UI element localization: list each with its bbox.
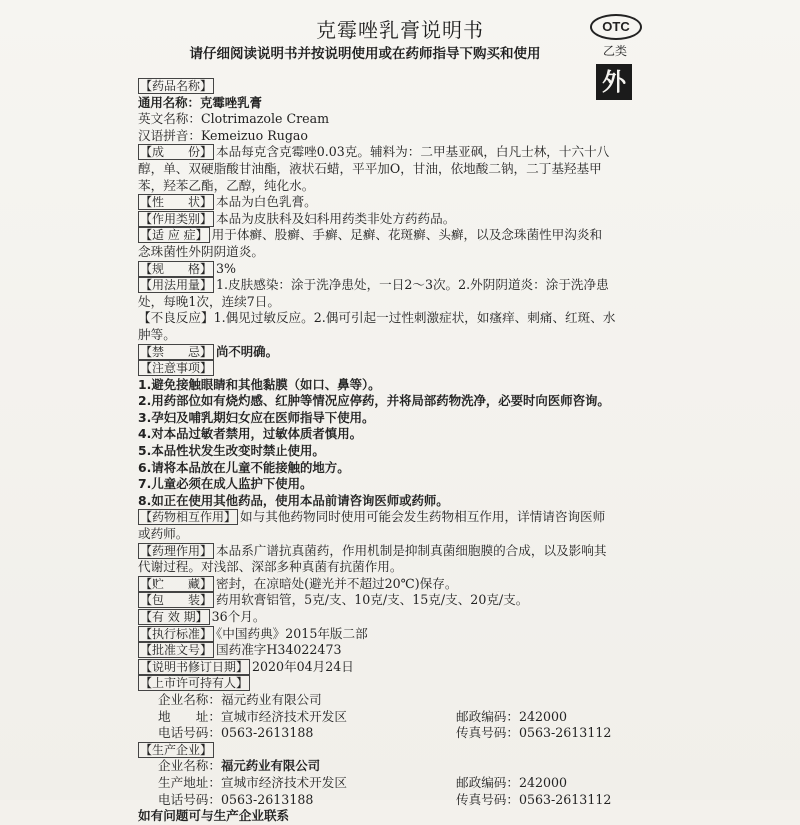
approval-label: 【批准文号】 — [140, 643, 213, 658]
precaution-item: 3.孕妇及哺乳期妇女应在医师指导下使用。 — [138, 409, 375, 425]
pinyin-name: 汉语拼音：Kemeizuo Rugao — [138, 127, 308, 143]
indication-line-1: 【适 应 症】 用于体癣、股癣、手癣、足癣、花斑癣、头癣，以及念珠菌性甲沟炎和 — [140, 227, 603, 243]
holder-postcode: 邮政编码：242000 — [456, 708, 568, 724]
composition-line-1: 【成 份】 本品每克含克霉唑0.03克。辅料为：二甲基亚砜，白凡士林，十六十八 — [140, 144, 610, 160]
leaflet-body — [138, 78, 660, 825]
manufacturer-postcode: 邮政编码：242000 — [456, 774, 568, 790]
drug-name-section — [138, 78, 660, 95]
drug-name-label: 【药品名称】 — [140, 79, 213, 93]
precaution-item: 7.儿童必须在成人监护下使用。 — [138, 476, 313, 492]
adverse-line-2: 肿等。 — [138, 326, 176, 342]
holder-fax: 传真号码：0563-2613112 — [456, 725, 612, 741]
pharmacology-line-1: 【药理作用】 本品系广谱抗真菌药，作用机制是抑制真菌细胞膜的合成，以及影响其 — [140, 542, 607, 558]
precaution-item: 4.对本品过敏者禁用，过敏体质者慎用。 — [138, 426, 362, 442]
interaction-line-2: 或药师。 — [138, 526, 189, 542]
holder-row-1 — [138, 692, 660, 709]
holder-label: 【上市许可持有人】 — [140, 676, 249, 691]
usage-line-2: 处，每晚1次，连续7日。 — [138, 293, 280, 309]
manufacturer-row-1 — [138, 758, 660, 775]
spec-label: 【规 格】 — [140, 261, 213, 276]
page-title: 克霉唑乳膏说明书 — [316, 18, 484, 42]
interaction-line-1: 【药物相互作用】 如与其他药物同时使用可能会发生药物相互作用，详情请咨询医师 — [140, 509, 606, 525]
holder-phone: 电话号码：0563-2613188 — [158, 725, 314, 741]
manufacturer-row-2 — [138, 775, 660, 792]
composition-label: 【成 份】 — [140, 145, 213, 160]
external-use-mark: 外 — [596, 64, 632, 100]
holder-row-3 — [138, 725, 660, 742]
contra-label: 【禁 忌】 — [140, 344, 213, 359]
category-label: 【作用类别】 — [140, 211, 213, 226]
generic-name: 通用名称：克霉唑乳膏 — [138, 94, 262, 110]
appearance-label: 【性 状】 — [140, 195, 213, 210]
revision-label: 【说明书修订日期】 — [140, 659, 249, 674]
indication-label: 【适 应 症】 — [140, 228, 208, 243]
composition-line-3: 苯，羟苯乙酯，乙醇，纯化水。 — [138, 177, 315, 193]
holder-address: 地 址：宣城市经济技术开发区 — [158, 708, 347, 724]
english-name: 英文名称：Clotrimazole Cream — [138, 111, 330, 127]
usage-line-1: 【用法用量】 1.皮肤感染：涂于洗净患处，一日2～3次。2.外阴阴道炎：涂于洗净患 — [140, 277, 609, 293]
precaution-item: 8.如正在使用其他药品，使用本品前请咨询医师或药师。 — [138, 492, 449, 508]
standard: 【执行标准】 《中国药典》2015年版二部 — [140, 625, 368, 641]
validity: 【有 效 期】 36个月。 — [140, 609, 266, 624]
footer-note: 如有问题可与生产企业联系 — [138, 808, 290, 824]
pharmacology-label: 【药理作用】 — [140, 543, 213, 558]
adverse-label: 【不良反应】 — [138, 310, 214, 326]
revision-date: 【说明书修订日期】 2020年04月24日 — [140, 658, 354, 674]
otc-class: 乙类 — [602, 44, 627, 58]
storage-label: 【贮 藏】 — [140, 576, 213, 591]
precaution-item: 6.请将本品放在儿童不能接触的地方。 — [138, 459, 350, 475]
manufacturer-phone: 电话号码：0563-2613188 — [158, 791, 314, 807]
precautions-label: 【注意事项】 — [140, 361, 213, 376]
contraindication: 【禁 忌】 尚不明确。 — [140, 343, 278, 359]
composition-line-2: 醇，单、双硬脂酸甘油酯，液状石蜡，平平加O，甘油，依地酸二钠，二丁基羟基甲 — [138, 160, 602, 176]
appearance: 【性 状】 本品为白色乳膏。 — [140, 194, 317, 210]
usage-label: 【用法用量】 — [140, 278, 213, 293]
holder-row-2 — [138, 709, 660, 726]
manufacturer-label: 【生产企业】 — [140, 742, 213, 757]
holder-header — [138, 675, 660, 692]
manufacturer-address: 生产地址：宣城市经济技术开发区 — [158, 774, 347, 790]
approval: 【批准文号】 国药准字H34022473 — [140, 642, 342, 658]
precaution-item: 2.用药部位如有烧灼感、红肿等情况应停药，并将局部药物洗净，必要时向医师咨询。 — [138, 393, 610, 409]
spec: 【规 格】 3% — [140, 260, 236, 276]
indication-line-2: 念珠菌性外阴阴道炎。 — [138, 243, 264, 259]
category: 【作用类别】 本品为皮肤科及妇科用药类非处方药药品。 — [140, 210, 456, 226]
package-label: 【包 装】 — [140, 593, 213, 608]
precaution-item: 1.避免接触眼睛和其他黏膜（如口、鼻等）。 — [138, 376, 381, 392]
manufacturer-header — [138, 742, 660, 759]
storage: 【贮 藏】 密封，在凉暗处(避光并不超过20℃)保存。 — [140, 575, 458, 591]
interaction-label: 【药物相互作用】 — [140, 510, 237, 525]
precaution-item: 5.本品性状发生改变时禁止使用。 — [138, 443, 325, 459]
precautions-header — [138, 360, 660, 377]
manufacturer-fax: 传真号码：0563-2613112 — [456, 791, 612, 807]
page-subtitle: 请仔细阅读说明书并按说明使用或在药师指导下购买和使用 — [189, 46, 541, 62]
adverse-line-1: 【不良反应】1.偶见过敏反应。2.偶可引起一过性刺激症状，如瘙痒、刺痛、红斑、水 — [138, 310, 616, 326]
pharmacology-line-2: 代谢过程。对浅部、深部多种真菌有抗菌作用。 — [138, 559, 403, 575]
otc-mark: OTC — [590, 14, 642, 40]
holder-company: 企业名称：福元药业有限公司 — [158, 691, 322, 707]
package: 【包 装】 药用软膏铝管，5克/支、10克/支、15克/支、20克/支。 — [140, 592, 529, 608]
manufacturer-company: 企业名称：福元药业有限公司 — [158, 758, 321, 774]
standard-label: 【执行标准】 — [140, 626, 213, 641]
validity-label: 【有 效 期】 — [140, 610, 208, 624]
